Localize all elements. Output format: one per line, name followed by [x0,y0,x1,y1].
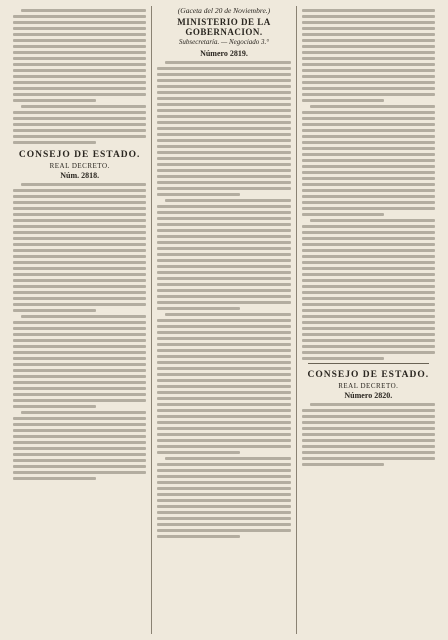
paragraph [302,219,435,360]
paragraph [157,313,290,454]
gazette-date: (Gaceta del 20 de Noviembre.) [177,6,271,15]
paragraph [13,411,146,480]
section-title: CONSEJO DE ESTADO. [18,150,141,160]
decree-number: Número 2820. [344,391,393,400]
paragraph [302,9,435,102]
paragraph [157,457,290,538]
divider [308,363,429,364]
paragraph [302,105,435,216]
column-right [296,6,440,634]
paragraph [157,61,290,196]
ministry-title: MINISTERIO DE LA GOBERNACION. [177,17,271,37]
paragraph [13,315,146,408]
decree-number: Núm. 2818. [60,171,100,180]
decree-number: Número 2819. [200,49,248,58]
columns [8,6,440,634]
paragraph [13,183,146,312]
decree-kind: REAL DECRETO. [49,162,110,170]
paragraph [13,105,146,144]
column-middle [151,6,295,634]
subsecretary-line: Subsecretaría. — Negociado 3.° [178,38,270,46]
paragraph [13,9,146,102]
column-left [8,6,151,634]
paragraph [302,403,435,466]
paragraph [157,199,290,310]
section-title: CONSEJO DE ESTADO. [307,370,430,380]
decree-kind: REAL DECRETO. [338,382,399,390]
